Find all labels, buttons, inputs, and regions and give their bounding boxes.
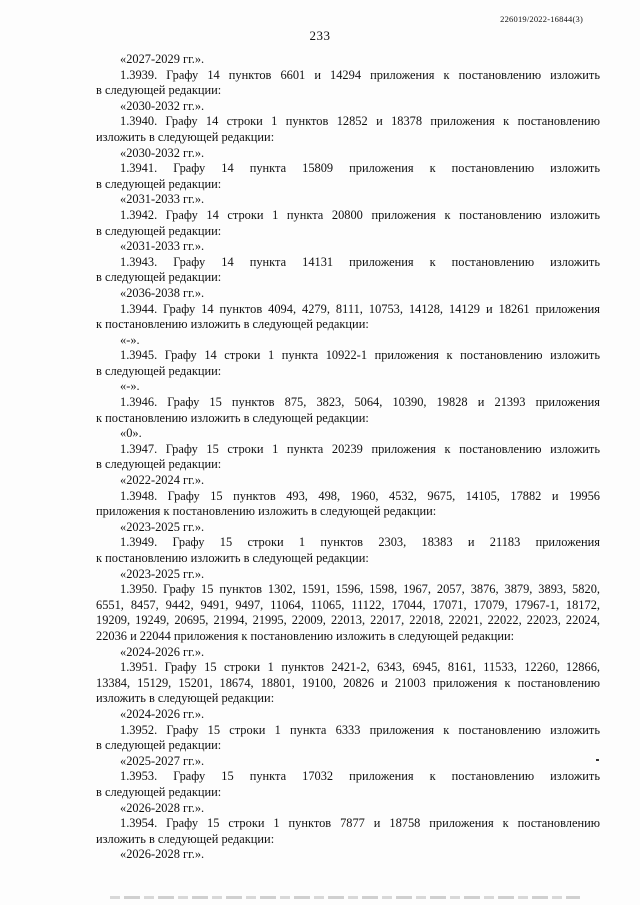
paragraph-first-line: 1.3945. Графу 14 строки 1 пункта 10922-1 приложения к постановлению изложить — [120, 348, 600, 363]
quoted-value: «2025-2027 гг.». — [120, 753, 205, 768]
paragraph-first-line: 1.3951. Графу 15 строки 1 пунктов 2421-2, 6343, 6945, 8161, 11533, 12260, 12866, — [120, 660, 600, 675]
quoted-value: «2030-2032 гг.». — [120, 145, 205, 160]
quoted-value: «2026-2028 гг.». — [120, 800, 205, 815]
paragraph-first-line: 1.3948. Графу 15 пунктов 493, 498, 1960, 4532, 9675, 14105, 17882 и 19956 — [120, 488, 600, 503]
paragraph-first-line: 1.3954. Графу 15 строки 1 пунктов 7877 и 18758 приложения к постановлению — [120, 816, 600, 831]
paragraph-line: 19209, 19249, 20695, 21994, 21995, 22009, 22013, 22017, 22018, 22021, 22022, 22023, 22024, — [96, 613, 600, 628]
paragraph-first-line: 1.3944. Графу 14 пунктов 4094, 4279, 8111, 10753, 14128, 14129 и 18261 приложения — [120, 301, 600, 316]
paragraph-line: в следующей редакции: — [96, 223, 222, 238]
paragraph-line: 22036 и 22044 приложения к постановлению изложить в следующей редакции: — [96, 628, 515, 643]
paragraph-line: к постановлению изложить в следующей редакции: — [96, 551, 369, 565]
paragraph-line: в следующей редакции: — [96, 363, 222, 378]
paragraph-first-line: 1.3941. Графу 14 пункта 15809 приложения к постановлению изложить — [120, 161, 600, 176]
paragraph-line: в следующей редакции: — [96, 270, 222, 285]
paragraph-line: в следующей редакции: — [96, 784, 222, 799]
paragraph-line: в следующей редакции: — [96, 83, 222, 98]
document-body — [96, 52, 600, 863]
page-number: 233 — [309, 28, 331, 43]
paragraph-line: в следующей редакции: — [96, 176, 222, 191]
paragraph-first-line: 1.3953. Графу 15 пункта 17032 приложения к постановлению изложить — [120, 769, 600, 784]
quoted-value: «2031-2033 гг.». — [120, 192, 205, 207]
quoted-value: «2024-2026 гг.». — [120, 644, 205, 659]
paragraph-line: изложить в следующей редакции: — [96, 691, 275, 706]
paragraph-line: изложить в следующей редакции: — [96, 129, 275, 144]
quoted-value: «2022-2024 гг.». — [120, 473, 205, 488]
quoted-value: «2026-2028 гг.». — [120, 847, 205, 862]
quoted-value: «-». — [120, 332, 140, 347]
paragraph-first-line: 1.3943. Графу 14 пункта 14131 приложения к постановлению изложить — [120, 254, 600, 269]
quoted-value: «2030-2032 гг.». — [120, 98, 205, 113]
quoted-value: «2027-2029 гг.». — [120, 52, 205, 66]
paragraph-first-line: 1.3946. Графу 15 пунктов 875, 3823, 5064, 10390, 19828 и 21393 приложения — [120, 395, 600, 410]
paragraph-line: изложить в следующей редакции: — [96, 831, 275, 846]
paragraph-first-line: 1.3942. Графу 14 строки 1 пункта 20800 приложения к постановлению изложить — [120, 207, 600, 222]
paragraph-line: приложения к постановлению изложить в следующей редакции: — [96, 504, 437, 519]
paragraph-line: 13384, 15129, 15201, 18674, 18801, 19100, 20826 и 21003 приложения к постановлению — [96, 675, 600, 690]
paragraph-first-line: 1.3940. Графу 14 строки 1 пунктов 12852 и 18378 приложения к постановлению — [120, 114, 600, 129]
scan-mark — [596, 759, 599, 761]
quoted-value: «0». — [120, 426, 142, 441]
document-id: 226019/2022-16844(3) — [500, 14, 583, 24]
paragraph-line: к постановлению изложить в следующей редакции: — [96, 317, 369, 332]
paragraph-first-line: 1.3952. Графу 15 строки 1 пункта 6333 приложения к постановлению изложить — [120, 722, 600, 737]
quoted-value: «2031-2033 гг.». — [120, 239, 205, 254]
quoted-value: «2023-2025 гг.». — [120, 566, 205, 581]
quoted-value: «2036-2038 гг.». — [120, 285, 205, 300]
quoted-value: «2023-2025 гг.». — [120, 519, 205, 534]
paragraph-first-line: 1.3939. Графу 14 пунктов 6601 и 14294 приложения к постановлению изложить — [120, 67, 600, 82]
paragraph-line: в следующей редакции: — [96, 457, 222, 472]
scan-bleed-through — [110, 896, 580, 899]
quoted-value: «2024-2026 гг.». — [120, 706, 205, 721]
paragraph-first-line: 1.3950. Графу 15 пунктов 1302, 1591, 1596, 1598, 1967, 2057, 3876, 3879, 3893, 5820, — [120, 582, 600, 597]
quoted-value: «-». — [120, 379, 140, 394]
paragraph-line: 6551, 8457, 9442, 9491, 9497, 11064, 11065, 11122, 17044, 17071, 17079, 17967-1, 18172, — [96, 597, 600, 612]
paragraph-line: к постановлению изложить в следующей редакции: — [96, 410, 369, 425]
paragraph-first-line: 1.3949. Графу 15 строки 1 пунктов 2303, 18383 и 21183 приложения — [120, 535, 600, 550]
paragraph-line: в следующей редакции: — [96, 738, 222, 753]
paragraph-first-line: 1.3947. Графу 15 строки 1 пункта 20239 приложения к постановлению изложить — [120, 441, 600, 456]
